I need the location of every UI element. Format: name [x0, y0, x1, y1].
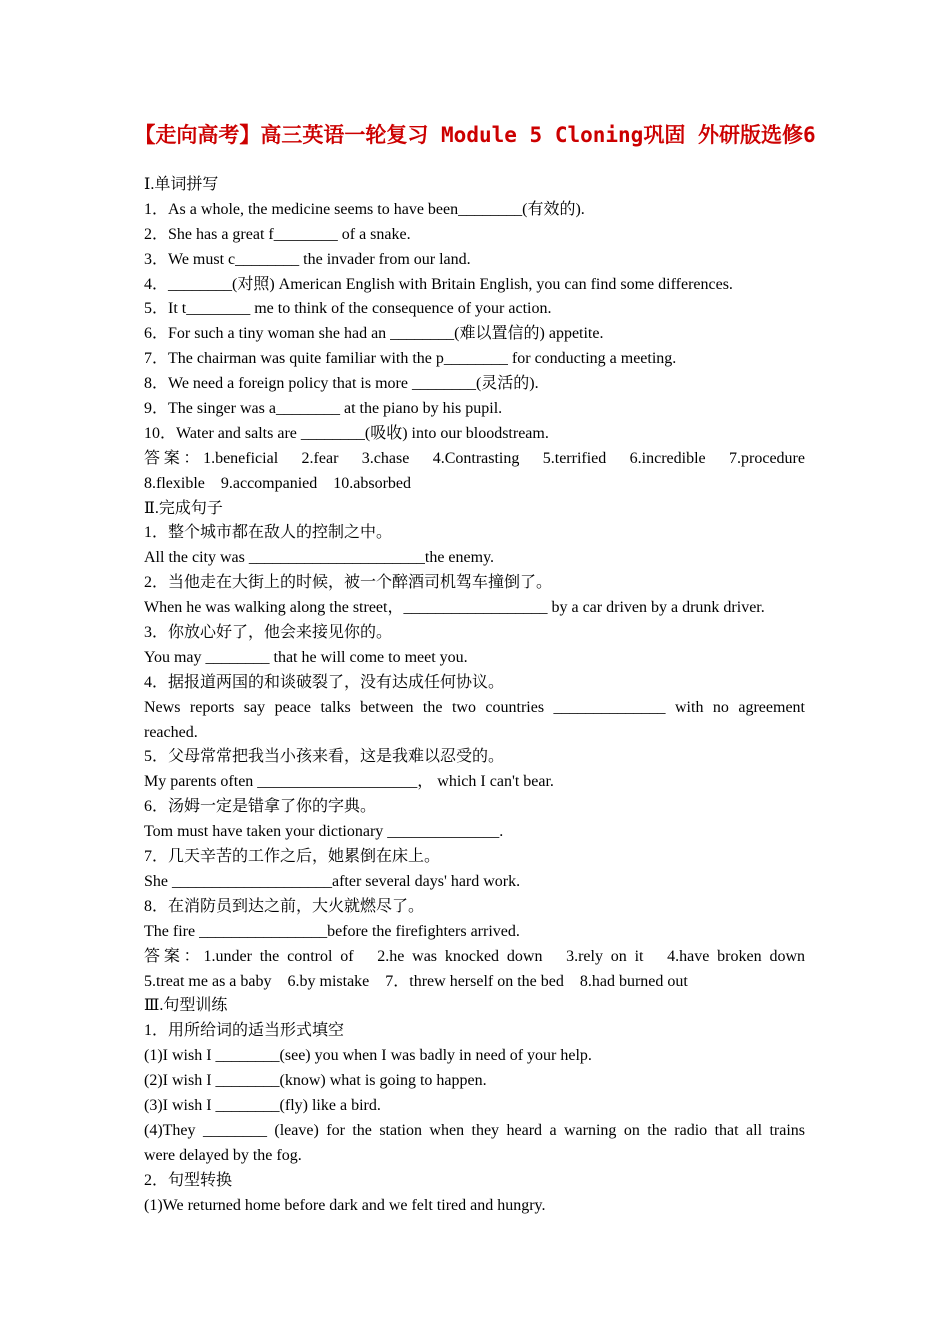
document-title: 【走向高考】高三英语一轮复习 Module 5 Cloning巩固 外研版选修6 [134, 123, 816, 147]
subsection-heading: 1．用所给词的适当形式填空 [144, 1022, 345, 1040]
exercise-item: 2．She has a great f________ of a snake. [144, 225, 411, 243]
chinese-prompt: 7．几天辛苦的工作之后，她累倒在床上。 [144, 848, 441, 866]
answer-key-continued: 5.treat me as a baby 6.by mistake 7．threw herself on the bed 8.had burned out [144, 972, 688, 990]
english-sentence: She ____________________after several days' hard work. [144, 872, 521, 890]
exercise-item: 7．The chairman was quite familiar with the p________ for conducting a meeting. [144, 350, 677, 368]
exercise-item: 8．We need a foreign policy that is more ________(灵活的). [144, 375, 539, 393]
section-heading: Ⅱ.完成句子 [144, 499, 223, 517]
subsection-heading: 2．句型转换 [144, 1171, 233, 1189]
exercise-item: (2)I wish I ________(know) what is going to happen. [144, 1072, 487, 1090]
answer-key: 答案：1.beneficial 2.fear 3.chase 4.Contrasting 5.terrified 6.incredible 7.procedure [144, 449, 805, 467]
english-sentence: Tom must have taken your dictionary ______________. [144, 823, 504, 841]
english-sentence: When he was walking along the street，__________________ by a car driven by a drunk driver. [144, 599, 765, 617]
answer-key-continued: 8.flexible 9.accompanied 10.absorbed [144, 474, 412, 492]
exercise-item: 5．It t________ me to think of the consequence of your action. [144, 300, 552, 318]
chinese-prompt: 1．整个城市都在敌人的控制之中。 [144, 524, 393, 542]
chinese-prompt: 3．你放心好了，他会来接见你的。 [144, 624, 393, 642]
exercise-item: 4．________(对照) American English with Britain English, you can find some differences. [144, 275, 733, 293]
exercise-item: 10．Water and salts are ________(吸收) into our bloodstream. [144, 424, 549, 442]
exercise-item: (1)I wish I ________(see) you when I was badly in need of your help. [144, 1047, 592, 1065]
document-body [144, 173, 805, 1218]
chinese-prompt: 4．据报道两国的和谈破裂了，没有达成任何协议。 [144, 673, 505, 691]
english-sentence: All the city was ______________________the enemy. [144, 549, 495, 567]
exercise-item-continued: were delayed by the fog. [144, 1146, 302, 1164]
english-sentence: News reports say peace talks between the two countries ______________ with no agreement [144, 698, 805, 716]
exercise-item: 1．As a whole, the medicine seems to have been________(有效的). [144, 200, 585, 218]
exercise-item: 3．We must c________ the invader from our land. [144, 250, 471, 268]
section-heading: Ⅲ.句型训练 [144, 997, 228, 1015]
chinese-prompt: 8．在消防员到达之前，大火就燃尽了。 [144, 897, 425, 915]
english-sentence-continued: reached. [144, 723, 198, 741]
section-heading: Ⅰ.单词拼写 [144, 176, 219, 193]
chinese-prompt: 2．当他走在大街上的时候，被一个醉酒司机驾车撞倒了。 [144, 574, 553, 592]
answer-key: 答案：1.under the control of 2.he was knocked down 3.rely on it 4.have broken down [144, 947, 805, 965]
chinese-prompt: 5．父母常常把我当小孩来看，这是我难以忍受的。 [144, 748, 505, 766]
english-sentence: You may ________ that he will come to meet you. [144, 648, 468, 666]
exercise-item: 9．The singer was a________ at the piano by his pupil. [144, 400, 503, 418]
chinese-prompt: 6．汤姆一定是错拿了你的字典。 [144, 798, 377, 816]
english-sentence: My parents often ____________________， which I can't bear. [144, 773, 554, 791]
english-sentence: The fire ________________before the firefighters arrived. [144, 922, 520, 940]
exercise-item: (1)We returned home before dark and we felt tired and hungry. [144, 1196, 546, 1214]
exercise-item: 6．For such a tiny woman she had an ________(难以置信的) appetite. [144, 325, 604, 343]
exercise-item: (4)They ________ (leave) for the station when they heard a warning on the radio that all trains [144, 1121, 805, 1139]
exercise-item: (3)I wish I ________(fly) like a bird. [144, 1096, 381, 1114]
